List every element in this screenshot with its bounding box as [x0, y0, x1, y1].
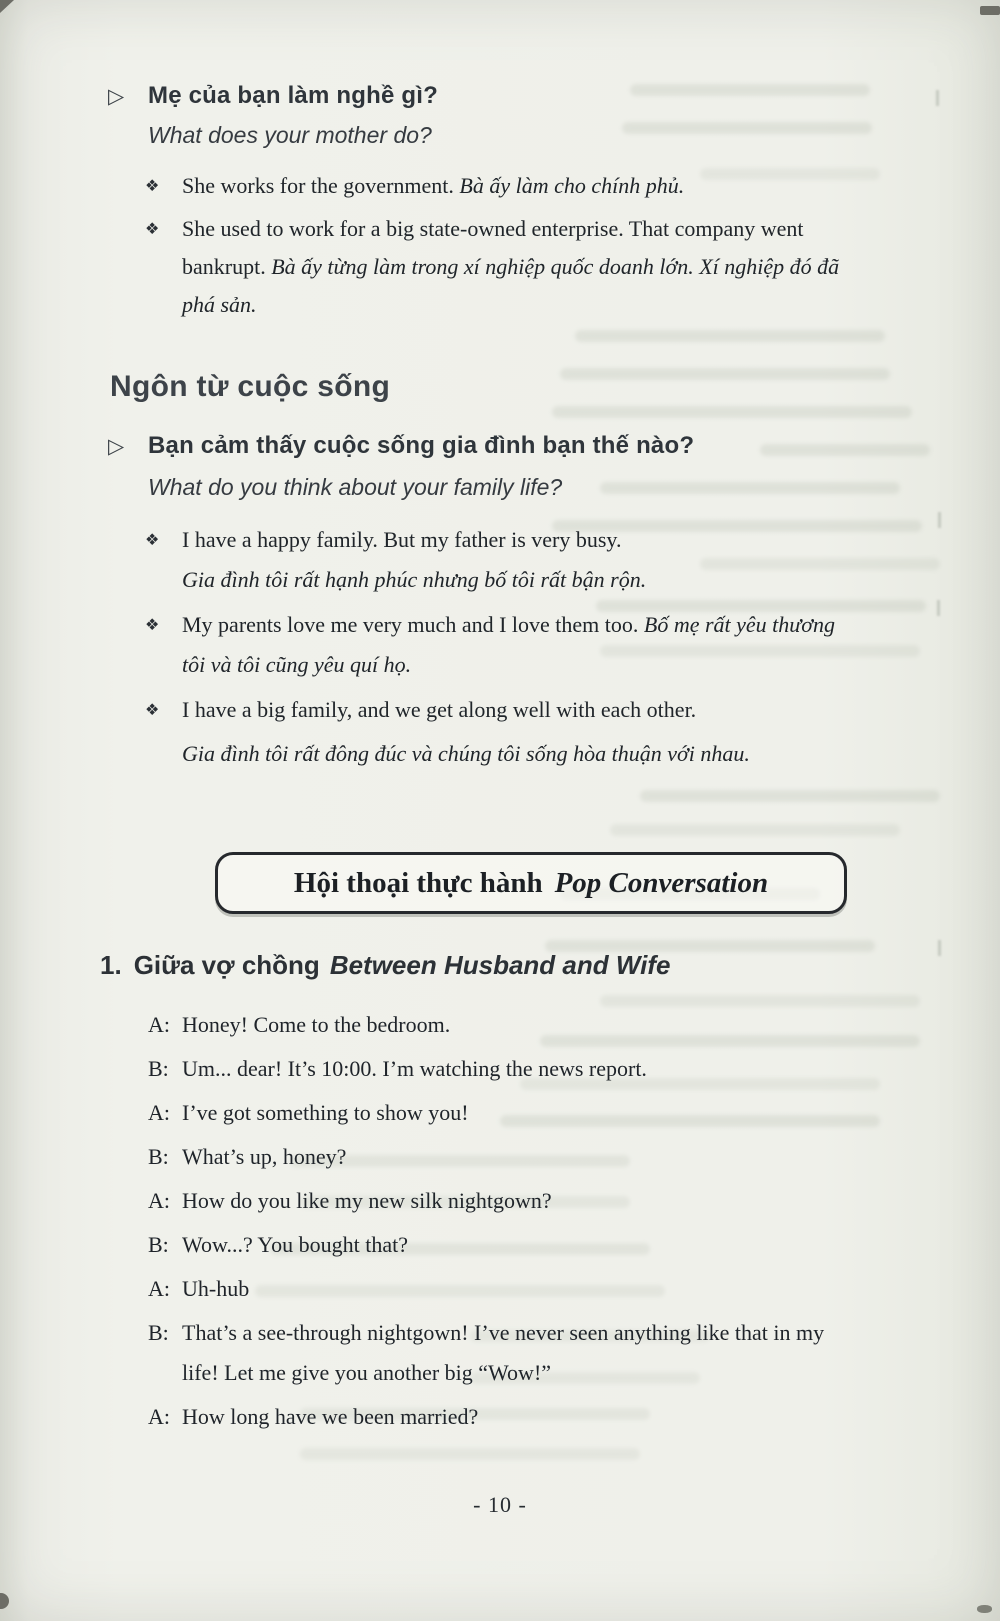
scan-edge-mark — [937, 600, 940, 616]
dialog-text: Honey! Come to the bedroom. — [182, 1012, 451, 1037]
answer-en: bankrupt. — [182, 254, 272, 279]
speaker-label: B: — [148, 1232, 169, 1257]
bleedthrough-mark — [600, 482, 900, 494]
dialog-line — [148, 1276, 249, 1302]
section-heading: Ngôn từ cuộc sống — [110, 370, 391, 403]
bleedthrough-mark — [760, 444, 930, 456]
bleedthrough-mark — [560, 368, 890, 380]
dialog-line-continuation: life! Let me give you another big “Wow!” — [182, 1360, 552, 1385]
dialog-section-number: 1. — [100, 950, 122, 980]
speaker-label: B: — [148, 1144, 169, 1169]
question-vi: Bạn cảm thấy cuộc sống gia đình bạn thế nào? — [148, 432, 695, 459]
bleedthrough-mark — [500, 1115, 880, 1127]
answer-en: I have a happy family. But my father is very busy. — [182, 527, 622, 552]
answer-en: My parents love me very much and I love them too. — [182, 612, 644, 637]
dialog-text: How do you like my new silk nightgown? — [182, 1188, 552, 1213]
dialog-line — [148, 1188, 552, 1214]
dialog-line — [148, 1144, 346, 1170]
bleedthrough-mark — [540, 1035, 920, 1047]
answer-row — [145, 173, 684, 199]
bleedthrough-mark — [700, 168, 880, 180]
speaker-label: A: — [148, 1404, 170, 1429]
speaker-label: A: — [148, 1012, 170, 1037]
triangle-marker-icon: ▷ — [108, 434, 125, 458]
scan-edge-mark — [938, 940, 941, 956]
dialog-text: I’ve got something to show you! — [182, 1100, 469, 1125]
bleedthrough-mark — [600, 645, 920, 657]
speaker-label: A: — [148, 1276, 170, 1301]
answer-row — [145, 697, 696, 723]
dialog-text: How long have we been married? — [182, 1404, 479, 1429]
question-row — [108, 432, 694, 460]
dialog-line — [148, 1100, 469, 1126]
bleedthrough-mark — [300, 1448, 640, 1460]
bleedthrough-mark — [640, 790, 940, 802]
dialog-title-vi: Giữa vợ chồng — [133, 950, 320, 980]
dialog-line — [148, 1320, 824, 1346]
dialog-line — [148, 1012, 450, 1038]
scan-corner-mark — [980, 6, 1000, 15]
bleedthrough-mark — [700, 558, 940, 570]
scan-corner-mark — [0, 1593, 9, 1609]
answer-en: She used to work for a big state-owned enterprise. That company went — [182, 216, 804, 241]
question-vi: Mẹ của bạn làm nghề gì? — [148, 82, 438, 109]
diamond-bullet-icon: ❖ — [145, 615, 160, 634]
answer-row — [145, 216, 804, 242]
bleedthrough-mark — [596, 600, 926, 612]
scan-edge-mark — [938, 512, 941, 528]
speaker-label: A: — [148, 1100, 170, 1125]
dialog-section-heading — [100, 950, 671, 981]
pop-conversation-banner — [215, 852, 847, 914]
answer-row — [145, 612, 835, 638]
answer-vi: Bố mẹ rất yêu thương — [643, 612, 836, 637]
dialog-text: Wow...? You bought that? — [182, 1232, 408, 1257]
answer-continuation: tôi và tôi cũng yêu quí họ. — [182, 652, 412, 677]
page-number: - 10 - — [473, 1492, 527, 1517]
dialog-title-en: Between Husband and Wife — [329, 950, 671, 980]
question-row — [108, 82, 438, 110]
answer-en: I have a big family, and we get along well with each other. — [182, 697, 697, 722]
answer-continuation: Gia đình tôi rất đông đúc và chúng tôi sống hòa thuận với nhau. — [182, 741, 750, 766]
bleedthrough-mark — [575, 330, 885, 342]
bleedthrough-mark — [600, 995, 920, 1007]
answer-continuation: phá sản. — [182, 292, 257, 317]
dialog-text: That’s a see-through nightgown! I’ve never seen anything like that in my — [182, 1320, 825, 1345]
scan-corner-mark — [0, 0, 14, 13]
answer-row — [145, 527, 621, 553]
bleedthrough-mark — [630, 84, 870, 96]
scan-edge-mark — [936, 90, 939, 106]
bleedthrough-mark — [552, 406, 912, 418]
speaker-label: B: — [148, 1320, 169, 1345]
answer-vi: Bà ấy làm cho chính phủ. — [459, 173, 685, 198]
answer-continuation: Gia đình tôi rất hạnh phúc nhưng bố tôi rất bận rộn. — [182, 567, 647, 592]
bleedthrough-mark — [255, 1285, 665, 1297]
scan-corner-mark — [977, 1605, 992, 1613]
banner-title-en: Pop Conversation — [554, 866, 769, 899]
diamond-bullet-icon: ❖ — [145, 530, 160, 549]
diamond-bullet-icon: ❖ — [145, 219, 160, 238]
banner-title-vi: Hội thoại thực hành — [293, 866, 543, 899]
question-en: What do you think about your family life? — [148, 474, 563, 500]
dialog-text: What’s up, honey? — [182, 1144, 347, 1169]
answer-en: She works for the government. — [182, 173, 460, 198]
diamond-bullet-icon: ❖ — [145, 176, 160, 195]
dialog-line — [148, 1056, 647, 1082]
triangle-marker-icon: ▷ — [108, 84, 125, 108]
answer-vi: Bà ấy từng làm trong xí nghiệp quốc doanh lớn. Xí nghiệp đó đã — [271, 254, 840, 279]
diamond-bullet-icon: ❖ — [145, 700, 160, 719]
speaker-label: A: — [148, 1188, 170, 1213]
dialog-text: Um... dear! It’s 10:00. I’m watching the news report. — [182, 1056, 647, 1081]
speaker-label: B: — [148, 1056, 169, 1081]
bleedthrough-mark — [610, 824, 900, 836]
dialog-line — [148, 1232, 408, 1258]
bleedthrough-mark — [622, 122, 872, 134]
answer-continuation — [182, 254, 839, 280]
dialog-line — [148, 1404, 478, 1430]
question-en: What does your mother do? — [148, 122, 432, 148]
dialog-text: Uh-hub — [182, 1276, 250, 1301]
